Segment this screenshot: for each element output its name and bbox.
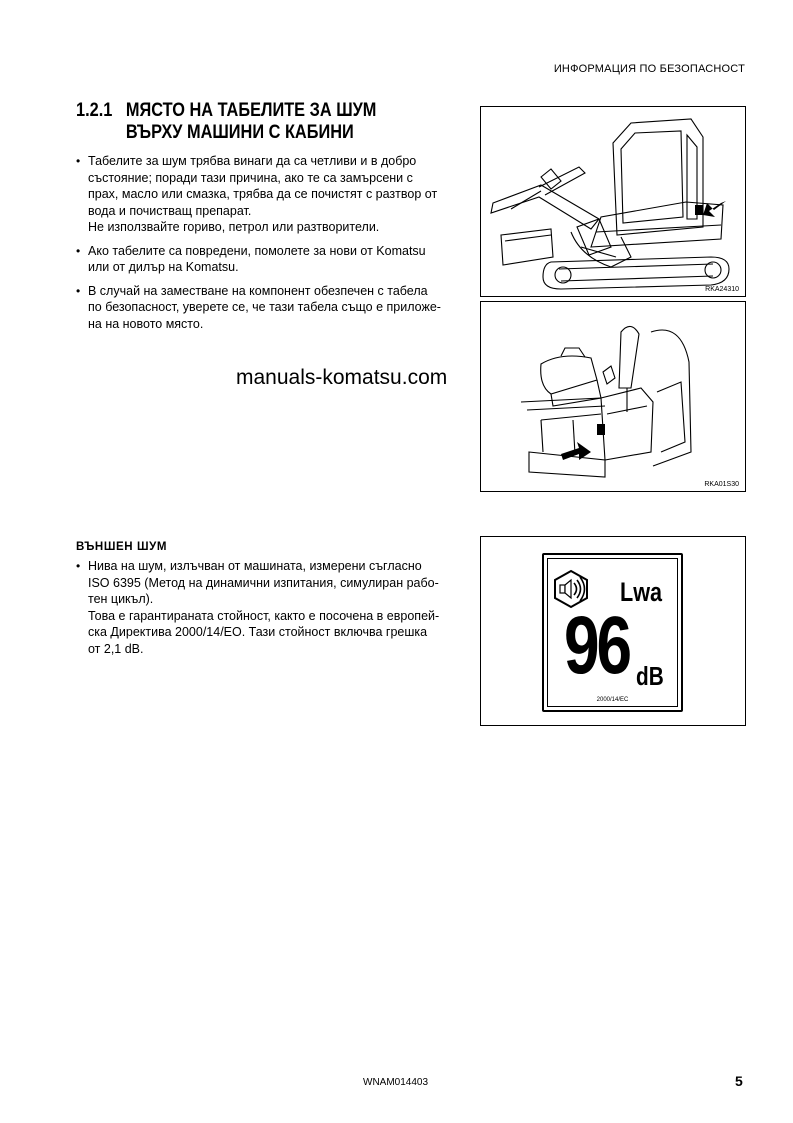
bullet-line: ска Директива 2000/14/EO. Тази стойност включва грешка bbox=[88, 625, 428, 639]
noise-plate bbox=[542, 553, 683, 712]
bullet-line: прах, масло или смазка, трябва да се почистят с разтвор от bbox=[88, 187, 438, 201]
cab-interior-illustration bbox=[481, 302, 745, 491]
page-number: 5 bbox=[735, 1073, 743, 1089]
bullet-line: Това е гарантираната стойност, както е посочена в европей- bbox=[88, 608, 440, 623]
bullet-line: • Табелите за шум трябва винаги да са четливи и в добро bbox=[88, 154, 417, 168]
running-header: ИНФОРМАЦИЯ ПО БЕЗОПАСНОСТ bbox=[553, 63, 745, 75]
noise-plate-marker bbox=[695, 205, 703, 215]
directive-code: 2000/14/EC bbox=[596, 697, 629, 703]
bullet-line: Не използвайте гориво, петрол или разтворители. bbox=[88, 220, 380, 234]
watermark-text: manuals-komatsu.com bbox=[236, 366, 448, 389]
figure-noise-label bbox=[480, 536, 746, 726]
noise-value: 96 bbox=[564, 600, 629, 691]
lwa-symbol: Lwa bbox=[620, 577, 663, 607]
bullet-line: ISO 6395 (Метод на динамични изпитания, симулиран рабо- bbox=[88, 575, 439, 590]
bullet-line: по безопасност, уверете се, че тази табела също е приложе- bbox=[88, 300, 441, 314]
section-title-line2: ВЪРХУ МАШИНИ С КАБИНИ bbox=[125, 122, 354, 143]
section-title bbox=[76, 100, 376, 144]
bullet-line: или от дилър на Komatsu. bbox=[88, 260, 239, 274]
figure-code: RKA24310 bbox=[705, 286, 739, 293]
figure-code: RKA01S30 bbox=[704, 481, 739, 488]
bullet-item-legibility bbox=[76, 153, 462, 236]
safety-label-bullets bbox=[76, 153, 462, 339]
figure-cab-interior bbox=[480, 301, 746, 492]
bullet-item-replacement bbox=[76, 283, 462, 333]
section-title-line1: МЯСТО НА ТАБЕЛИТЕ ЗА ШУМ bbox=[125, 100, 377, 121]
external-noise-heading: ВЪНШЕН ШУМ bbox=[76, 541, 168, 553]
external-noise-bullets bbox=[76, 558, 462, 664]
figure-excavator-cab bbox=[480, 106, 746, 297]
bullet-line: • В случай на заместване на компонент обезпечен с табела bbox=[88, 283, 428, 298]
bullet-line: от 2,1 dB. bbox=[88, 641, 144, 656]
bullet-line: тен цикъл). bbox=[88, 592, 154, 606]
bullet-item-damaged bbox=[76, 243, 462, 276]
section-number: 1.2.1 bbox=[76, 100, 113, 121]
document-code: WNAM014403 bbox=[363, 1077, 429, 1088]
bullet-line: • Нива на шум, излъчван от машината, измерени съгласно bbox=[88, 559, 422, 573]
bullet-line: • Ако табелите са повредени, помолете за нови от Komatsu bbox=[88, 243, 426, 258]
noise-unit: dB bbox=[636, 661, 664, 691]
bullet-line: на на новото място. bbox=[88, 316, 204, 331]
excavator-illustration bbox=[481, 107, 745, 296]
noise-plate-marker bbox=[597, 424, 605, 435]
bullet-line: състояние; поради тази причина, ако те са замърсени с bbox=[88, 170, 413, 185]
bullet-item-noise-level bbox=[76, 558, 462, 657]
bullet-line: вода и почистващ препарат. bbox=[88, 203, 252, 218]
